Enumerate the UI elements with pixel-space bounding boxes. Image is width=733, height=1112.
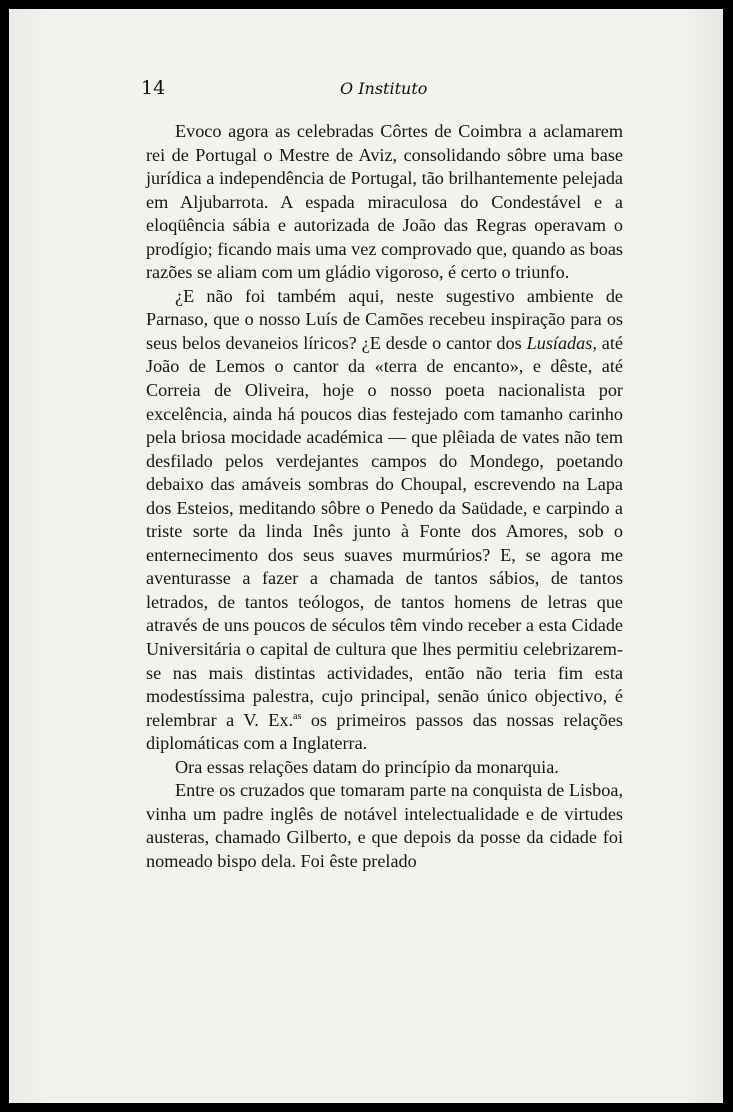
paragraph-3-text: Ora essas relações datam do princípio da monarquia.: [175, 756, 559, 777]
paragraph-2-part2: até João de Lemos o cantor da «terra de encanto», e dêste, até Correia de Oliveira, hoje o nosso poeta nacionalista por excelência, ainda há poucos dias festejado com tamanho carinho pela briosa mocidade académica — que plêiada de vates não tem desfilado pelos verdejantes campos do Mondego, poetando debaixo das amáveis sombras do Choupal, escrevendo na Lapa dos Esteios, meditando sôbre o Penedo da Saüdade, e carpindo a triste sorte da linda Inês junto à Fonte dos Amores, sob o enternecimento dos seus suaves murmúrios? E, se agora me aventurasse a fazer a chamada de tantos sábios, de tantos letrados, de tantos teólogos, de tantos homens de letras que através de uns poucos de séculos têm vindo receber a esta Cidade Universitária o capital de cultura que lhes permitiu celebrizarem-se nas mais distintas actividades, então não teria fim esta modestíssima palestra, cujo principal, senão único objectivo, é relembrar a V. Ex.: [146, 332, 623, 730]
paragraph-4-text: Entre os cruzados que tomaram parte na conquista de Lisboa, vinha um padre inglês de notável intelectualidade e de virtudes austeras, chamado Gilberto, e que depois da posse da cidade foi nomeado bispo dela. Foi êste prelado: [146, 780, 623, 871]
paragraph-2-part3: os primeiros passos das nossas relações diplomáticas com a Inglaterra.: [146, 709, 623, 754]
paragraph-2: [146, 285, 623, 756]
lusiadas-italic: Lusíadas,: [526, 332, 597, 353]
paragraph-2-part1: ¿E não foi também aqui, neste sugestivo ambiente de Parnaso, que o nosso Luís de Camões recebeu inspiração para os seus belos devaneios líricos? ¿E desde o cantor dos: [146, 285, 623, 353]
running-title: O Instituto: [340, 79, 428, 98]
page-number: 14: [141, 77, 166, 99]
book-page: [9, 9, 723, 1103]
paragraph-1-text: Evoco agora as celebradas Côrtes de Coimbra a aclamarem rei de Portugal o Mestre de Aviz, consolidando sôbre uma base jurídica a independência de Portugal, tão brilhantemente pelejada em Aljubarrota. A espada miraculosa do Condestável e a eloqüência sábia e autorizada de João das Regras operavam o prodígio; ficando mais uma vez comprovado que, quando as boas razões se aliam com um gládio vigoroso, é certo o triunfo.: [146, 121, 623, 283]
body-text: [146, 120, 623, 874]
paragraph-4: [146, 779, 623, 873]
superscript-as: as: [293, 710, 302, 722]
paragraph-3: [146, 756, 623, 780]
paragraph-1: [146, 120, 623, 285]
